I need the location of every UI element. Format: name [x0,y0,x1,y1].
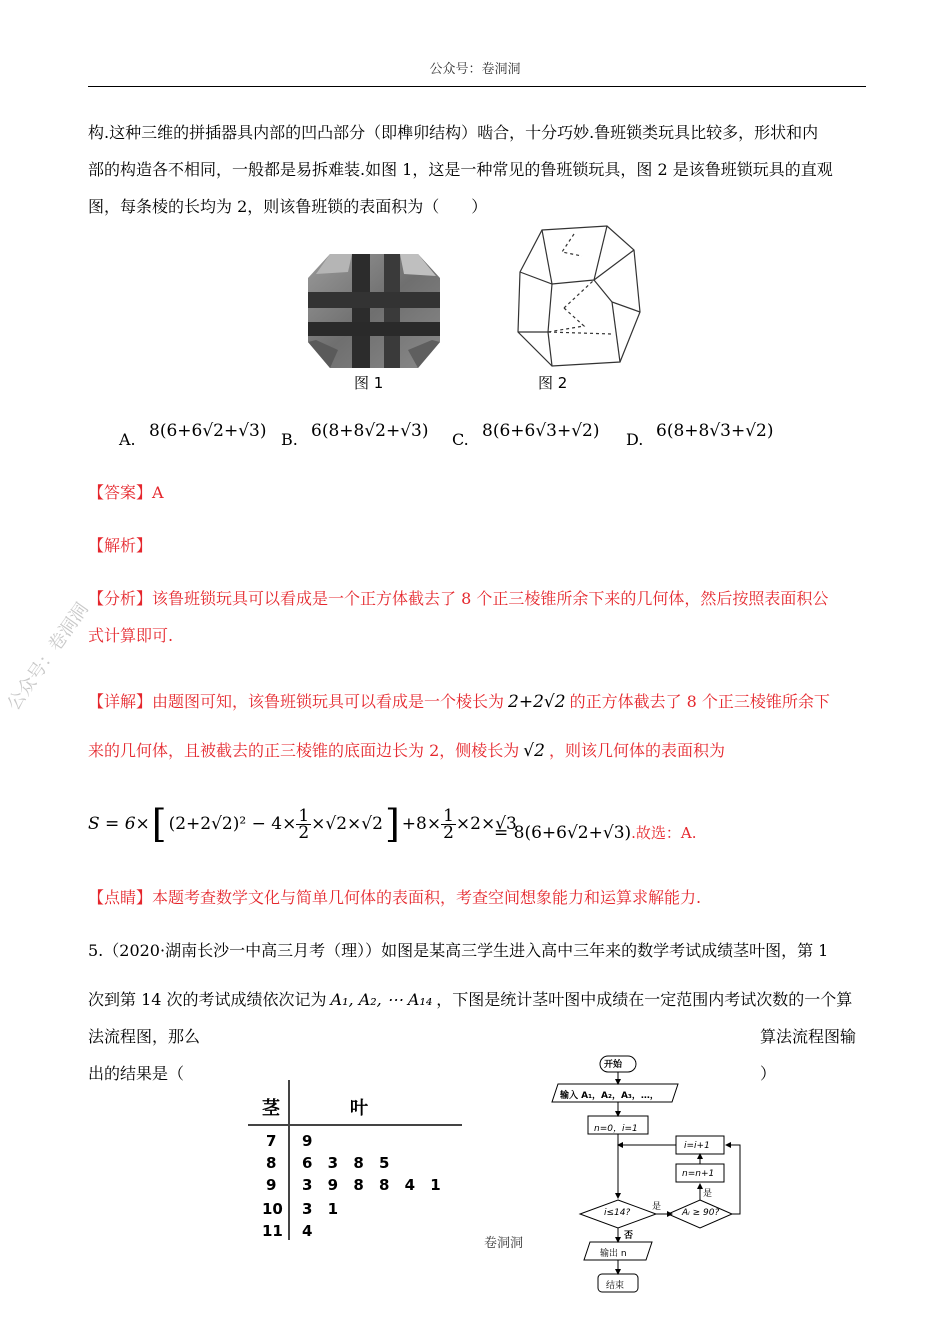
q5-line-4a: 出的结果是（ [88,1064,185,1083]
answer-tag: 【答案】 [88,483,153,502]
q5-line-2 [88,981,868,1018]
left-bracket: [ [151,802,167,846]
flowchart-output-label: 输出 n [600,1249,627,1259]
q5-text-2a: 次到第 14 次的考试成绩依次记为 [88,990,327,1009]
detail-text-1: 由题图可知，该鲁班锁玩具可以看成是一个棱长为 [152,692,505,711]
option-b-expr: 6(8+8√2+√3) [311,421,429,441]
answer-line [88,474,868,511]
fenxi-line-2: 式计算即可. [88,626,174,645]
leaf-values: 3 1 [302,1200,339,1218]
option-c-label: C. [452,430,469,449]
figure-1-caption: 图 1 [354,374,384,392]
comment-line [88,879,868,916]
q5-sequence-expr: A₁, A₂, ⋯ A₁₄ [330,990,433,1009]
right-bracket: ] [384,802,400,846]
leaf-values: 6 3 8 5 [302,1154,390,1172]
comment-text: 本题考查数学文化与简单几何体的表面积，考查空间想象能力和运算求解能力. [152,888,702,907]
formula-bracket-term: (2+2√2)² − 4× [168,814,297,834]
q5-text-2b: ，下图是统计茎叶图中成绩在一定范围内考试次数的一个算 [436,990,853,1009]
flowchart-yes-1: 是 [652,1202,662,1212]
leaf-values: 9 [302,1132,313,1150]
watermark: 公众号：卷洞洞 [3,599,93,715]
page-footer: 卷洞洞 [484,1236,524,1251]
intro-line-3: 图，每条棱的长均为 2，则该鲁班锁的表面积为（ ） [88,197,488,216]
formula-choose: .故选：A. [631,824,697,842]
formula-plus-term: +8× [401,814,442,834]
fenxi-text-1: 该鲁班锁玩具可以看成是一个正方体截去了 8 个正三棱锥所余下来的几何体，然后按照表面积公 [152,589,829,608]
figure-2-caption: 图 2 [538,374,568,392]
figure-1-luban-lock-photo [308,252,440,368]
option-a-label: A. [119,430,136,449]
answer-value: A [152,483,164,502]
stem-leaf-header-rule [248,1124,462,1126]
flowchart-init-label: n=0，i=1 [594,1124,638,1134]
stem-leaf-divider [288,1080,290,1240]
header-divider [88,86,866,87]
stem-header: 茎 [262,1098,280,1119]
formula-rhs: = 8(6+6√2+√3) [494,823,632,843]
fraction-half-1: $\frac{1}{2}$ [298,805,310,843]
formula-half-term-1: ×√2×√2 [311,814,383,834]
detail-text-4: ，则该几何体的表面积为 [548,741,725,760]
intro-line-1: 构.这种三维的拼插器具内部的凹凸部分（即榫卯结构）啮合，十分巧妙.鲁班锁类玩具比较多，形状和内 [88,123,819,142]
stem-value: 10 [262,1200,283,1218]
formula-half-term-2: ×2×√3 [455,814,517,834]
comment-tag: 【点睛】 [88,888,153,907]
option-d-label: D. [626,430,644,449]
edge-length-expr: 2+2√2 [508,692,566,712]
option-c-expr: 8(6+6√3+√2) [482,421,600,441]
q5-line-3b: 算法流程图输 [760,1027,857,1046]
analysis-tag: 【解析】 [88,536,153,555]
detail-text-2: 的正方体截去了 8 个正三棱锥所余下 [569,692,830,711]
flowchart-start-label: 开始 [604,1060,623,1070]
q5-line-1: 5.（2020·湖南长沙一中高三月考（理））如图是某高三学生进入高中三年来的数学考试成绩茎叶图，第 1 [88,941,829,960]
stem-value: 8 [266,1154,277,1172]
flowchart-cond2-label: Aᵢ ≥ 90? [682,1208,720,1218]
flowchart-input-label: 输入 A₁，A₂，A₃，…， [560,1091,659,1101]
figure-2-truncated-cube-diagram [512,222,652,370]
option-a-expr: 8(6+6√2+√3) [149,421,267,441]
formula-lhs: S = 6× [88,814,150,834]
fenxi-line-1 [88,580,868,617]
formula-result-line [494,822,697,843]
option-d-expr: 6(8+8√3+√2) [656,421,774,441]
side-length-expr: √2 [523,741,545,761]
q5-line-4b: ） [760,1064,777,1083]
surface-area-formula [88,794,517,854]
fenxi-tag: 【分析】 [88,589,153,608]
flowchart-inc-i-label: i=i+1 [684,1141,710,1151]
detail-text-3: 来的几何体，且被截去的正三棱锥的底面边长为 2，侧棱长为 [88,741,520,760]
intro-line-2: 部的构造各不相同，一般都是易拆难装.如图 1，这是一种常见的鲁班锁玩具，图 2 是该鲁班锁玩具的直观 [88,160,833,179]
detail-tag: 【详解】 [88,692,153,711]
leaf-header: 叶 [350,1098,368,1119]
detail-line-1 [88,683,868,721]
page-header: 公众号：卷洞洞 [429,62,521,77]
flowchart-end-label: 结束 [606,1281,625,1291]
flowchart-inc-n-label: n=n+1 [682,1169,715,1179]
stem-value: 9 [266,1176,277,1194]
leaf-values: 3 9 8 8 4 1 [302,1176,441,1194]
option-b-label: B. [281,430,298,449]
leaf-values: 4 [302,1222,313,1240]
stem-value: 7 [266,1132,277,1150]
fraction-half-2: $\frac{1}{2}$ [443,805,454,843]
flowchart-cond1-label: i≤14? [604,1208,631,1218]
flowchart-yes-2: 是 [703,1189,713,1199]
detail-line-2 [88,732,868,770]
stem-value: 11 [262,1222,283,1240]
flowchart-no-1: 否 [624,1231,634,1241]
q5-line-3a: 法流程图，那么 [88,1027,201,1046]
stem-leaf-plot [248,1080,464,1240]
